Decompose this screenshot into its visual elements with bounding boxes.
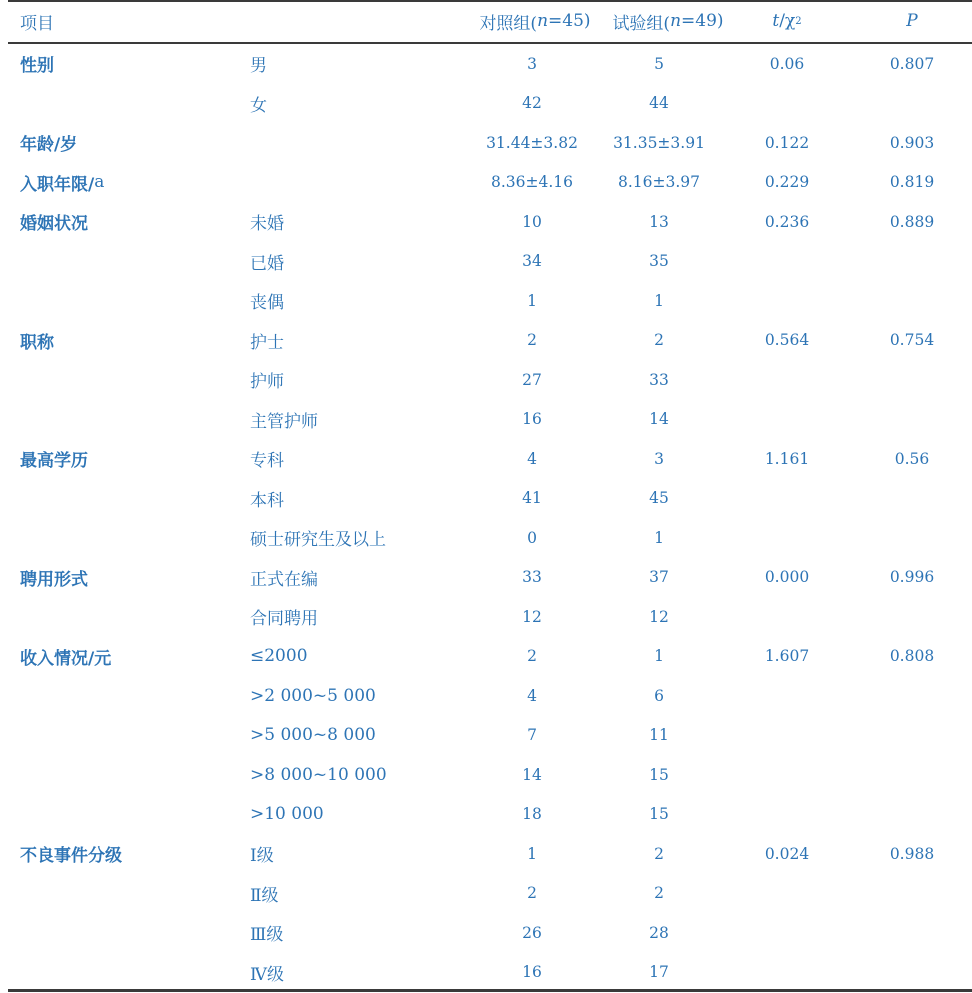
- header-stat-chi: /χ: [779, 11, 796, 31]
- row-test-value: 33: [649, 370, 669, 389]
- row-p-value: [862, 84, 962, 124]
- row-p-value: [862, 360, 962, 400]
- row-p-value: [862, 755, 962, 795]
- row-statistic: 0.000: [764, 568, 810, 587]
- row-control-value: 3: [527, 54, 537, 73]
- row-p-value: 0.988: [889, 844, 935, 863]
- row-p-value: 0.889: [889, 212, 935, 231]
- row-statistic: [738, 360, 836, 400]
- table-row: [0, 716, 972, 756]
- row-p-value: [862, 242, 962, 282]
- row-statistic: [738, 84, 836, 124]
- row-subitem: Ⅰ级: [250, 846, 274, 867]
- table-row: [0, 795, 972, 835]
- row-subitem: 女: [250, 95, 267, 116]
- row-subitem: Ⅱ级: [250, 885, 279, 906]
- row-item-label: 职称: [20, 332, 54, 353]
- row-item-label: 入职年限/: [20, 174, 95, 195]
- table-row: [0, 439, 972, 479]
- row-p-value: [862, 795, 962, 835]
- row-test-value: 45: [649, 489, 669, 508]
- row-control-value: 8.36±4.16: [490, 173, 573, 192]
- row-control-value: 12: [522, 607, 542, 626]
- row-control-value: 26: [522, 923, 542, 942]
- table-row: [0, 518, 972, 558]
- row-test-value: 11: [649, 726, 669, 745]
- row-test-value: 35: [649, 252, 669, 271]
- row-subitem: 护士: [250, 332, 284, 353]
- row-p-value: [862, 716, 962, 756]
- row-test-value: 13: [649, 212, 669, 231]
- row-test-value: 28: [649, 923, 669, 942]
- table-row: [0, 202, 972, 242]
- row-p-value: [862, 913, 962, 953]
- header-test-group: [604, 0, 732, 42]
- row-test-value: 14: [649, 410, 669, 429]
- row-control-value: 27: [522, 370, 542, 389]
- row-test-value: 1: [654, 291, 664, 310]
- row-statistic: [738, 479, 836, 519]
- row-item-label: 聘用形式: [20, 569, 88, 590]
- row-control-value: 33: [522, 568, 542, 587]
- row-test-value: 31.35±3.91: [613, 133, 705, 152]
- row-p-value: [862, 400, 962, 440]
- row-p-value: 0.903: [889, 133, 935, 152]
- row-control-value: 1: [527, 291, 537, 310]
- row-p-value: 0.754: [889, 331, 935, 350]
- row-statistic: 0.122: [764, 133, 810, 152]
- row-statistic: 0.236: [764, 212, 810, 231]
- row-statistic: 1.161: [764, 449, 810, 468]
- row-statistic: [738, 755, 836, 795]
- row-item-label: 不良事件分级: [20, 846, 122, 867]
- table-row: [0, 400, 972, 440]
- header-control-prefix: 对照组(: [479, 13, 538, 34]
- row-subitem: Ⅲ级: [250, 925, 284, 946]
- row-item: [20, 44, 54, 84]
- row-item: [20, 439, 88, 479]
- table-row: [0, 84, 972, 124]
- row-subitem: >5 000~8 000: [250, 725, 376, 746]
- row-subitem: 丧偶: [250, 293, 284, 314]
- row-item-unit: a: [94, 172, 105, 193]
- row-statistic: [738, 597, 836, 637]
- table-row: [0, 479, 972, 519]
- row-statistic: [738, 281, 836, 321]
- bottom-rule: [8, 989, 972, 992]
- row-test-value: 15: [649, 765, 669, 784]
- table-row: [0, 637, 972, 677]
- row-control-value: 2: [527, 884, 537, 903]
- row-test-value: 37: [649, 568, 669, 587]
- table-row: [0, 676, 972, 716]
- table-row: [0, 242, 972, 282]
- row-control-value: 34: [522, 252, 542, 271]
- row-statistic: [738, 716, 836, 756]
- row-statistic: [738, 400, 836, 440]
- row-subitem: 未婚: [250, 214, 284, 235]
- row-control-value: 41: [522, 489, 542, 508]
- row-p-value: [862, 479, 962, 519]
- row-p-value: 0.996: [889, 568, 935, 587]
- row-statistic: [738, 913, 836, 953]
- row-test-value: 2: [654, 844, 664, 863]
- row-subitem: 硕士研究生及以上: [250, 530, 386, 551]
- row-test-value: 17: [649, 963, 669, 982]
- row-control-value: 14: [522, 765, 542, 784]
- row-item-label: 最高学历: [20, 451, 88, 472]
- row-statistic: [738, 518, 836, 558]
- table-row: [0, 44, 972, 84]
- row-statistic: [738, 795, 836, 835]
- row-subitem: 专科: [250, 451, 284, 472]
- table-row: [0, 558, 972, 598]
- row-control-value: 31.44±3.82: [486, 133, 578, 152]
- row-control-value: 10: [522, 212, 542, 231]
- table-row: [0, 913, 972, 953]
- table-row: [0, 834, 972, 874]
- row-p-value: 0.807: [889, 54, 935, 73]
- row-test-value: 44: [649, 94, 669, 113]
- row-statistic: [738, 676, 836, 716]
- table-row: [0, 755, 972, 795]
- row-item: [20, 834, 122, 874]
- row-item: [20, 123, 77, 163]
- row-control-value: 16: [522, 963, 542, 982]
- header-control-group: [466, 0, 604, 42]
- row-subitem: 本科: [250, 490, 284, 511]
- row-item: [20, 558, 88, 598]
- row-control-value: 18: [522, 805, 542, 824]
- row-item-label: 性别: [20, 56, 54, 77]
- row-statistic: 0.229: [764, 173, 810, 192]
- header-control-suffix: =45): [548, 11, 591, 31]
- row-test-value: 3: [654, 449, 664, 468]
- row-test-value: 1: [654, 528, 664, 547]
- row-subitem: 正式在编: [250, 569, 318, 590]
- header-item: 项目: [20, 13, 54, 34]
- row-p-value: 0.808: [889, 647, 935, 666]
- row-subitem: 护师: [250, 372, 284, 393]
- row-control-value: 42: [522, 94, 542, 113]
- row-item-label: 收入情况/元: [20, 648, 112, 669]
- table-row: [0, 597, 972, 637]
- row-statistic: 1.607: [764, 647, 810, 666]
- table-body: [0, 44, 972, 992]
- row-item: [20, 637, 111, 677]
- row-statistic: 0.564: [764, 331, 810, 350]
- row-test-value: 8.16±3.97: [617, 173, 700, 192]
- row-subitem: >2 000~5 000: [250, 685, 376, 706]
- row-item: [20, 321, 54, 361]
- row-p-value: [862, 953, 962, 993]
- row-control-value: 0: [527, 528, 537, 547]
- row-test-value: 6: [654, 686, 664, 705]
- row-control-value: 4: [527, 449, 537, 468]
- row-control-value: 16: [522, 410, 542, 429]
- table-header: [0, 0, 972, 42]
- header-p-value: P: [906, 11, 918, 31]
- header-test-prefix: 试验组(: [612, 13, 671, 34]
- header-control-n: n: [537, 11, 549, 31]
- row-p-value: [862, 518, 962, 558]
- row-statistic: 0.024: [764, 844, 810, 863]
- row-item: [20, 163, 104, 203]
- row-subitem: >10 000: [250, 804, 324, 825]
- row-test-value: 1: [654, 647, 664, 666]
- row-test-value: 5: [654, 54, 664, 73]
- row-item-label: 婚姻状况: [20, 214, 88, 235]
- table-row: [0, 123, 972, 163]
- row-control-value: 2: [527, 647, 537, 666]
- header-test-n: n: [670, 11, 682, 31]
- header-stat-t: t: [772, 11, 780, 31]
- row-p-value: 0.56: [894, 449, 930, 468]
- row-test-value: 2: [654, 884, 664, 903]
- row-subitem: 男: [250, 56, 267, 77]
- header-test-suffix: =49): [681, 11, 724, 31]
- row-p-value: [862, 676, 962, 716]
- header-statistic: [738, 0, 836, 42]
- row-test-value: 15: [649, 805, 669, 824]
- row-subitem: Ⅳ级: [250, 964, 284, 985]
- row-statistic: 0.06: [769, 54, 805, 73]
- row-test-value: 12: [649, 607, 669, 626]
- header-stat-sup: 2: [795, 15, 802, 27]
- row-item: [20, 202, 88, 242]
- row-subitem: ≤2000: [250, 646, 308, 667]
- row-test-value: 2: [654, 331, 664, 350]
- row-item-label: 年龄/岁: [20, 135, 78, 156]
- row-p-value: 0.819: [889, 173, 935, 192]
- table-row: [0, 163, 972, 203]
- row-p-value: [862, 281, 962, 321]
- table-row: [0, 953, 972, 993]
- row-control-value: 4: [527, 686, 537, 705]
- row-p-value: [862, 874, 962, 914]
- row-p-value: [862, 597, 962, 637]
- row-subitem: >8 000~10 000: [250, 764, 387, 785]
- row-control-value: 1: [527, 844, 537, 863]
- table-row: [0, 281, 972, 321]
- table-row: [0, 360, 972, 400]
- row-control-value: 7: [527, 726, 537, 745]
- table-row: [0, 874, 972, 914]
- row-control-value: 2: [527, 331, 537, 350]
- table-row: [0, 321, 972, 361]
- row-subitem: 已婚: [250, 253, 284, 274]
- row-subitem: 合同聘用: [250, 609, 318, 630]
- row-statistic: [738, 242, 836, 282]
- row-statistic: [738, 874, 836, 914]
- row-subitem: 主管护师: [250, 411, 318, 432]
- row-statistic: [738, 953, 836, 993]
